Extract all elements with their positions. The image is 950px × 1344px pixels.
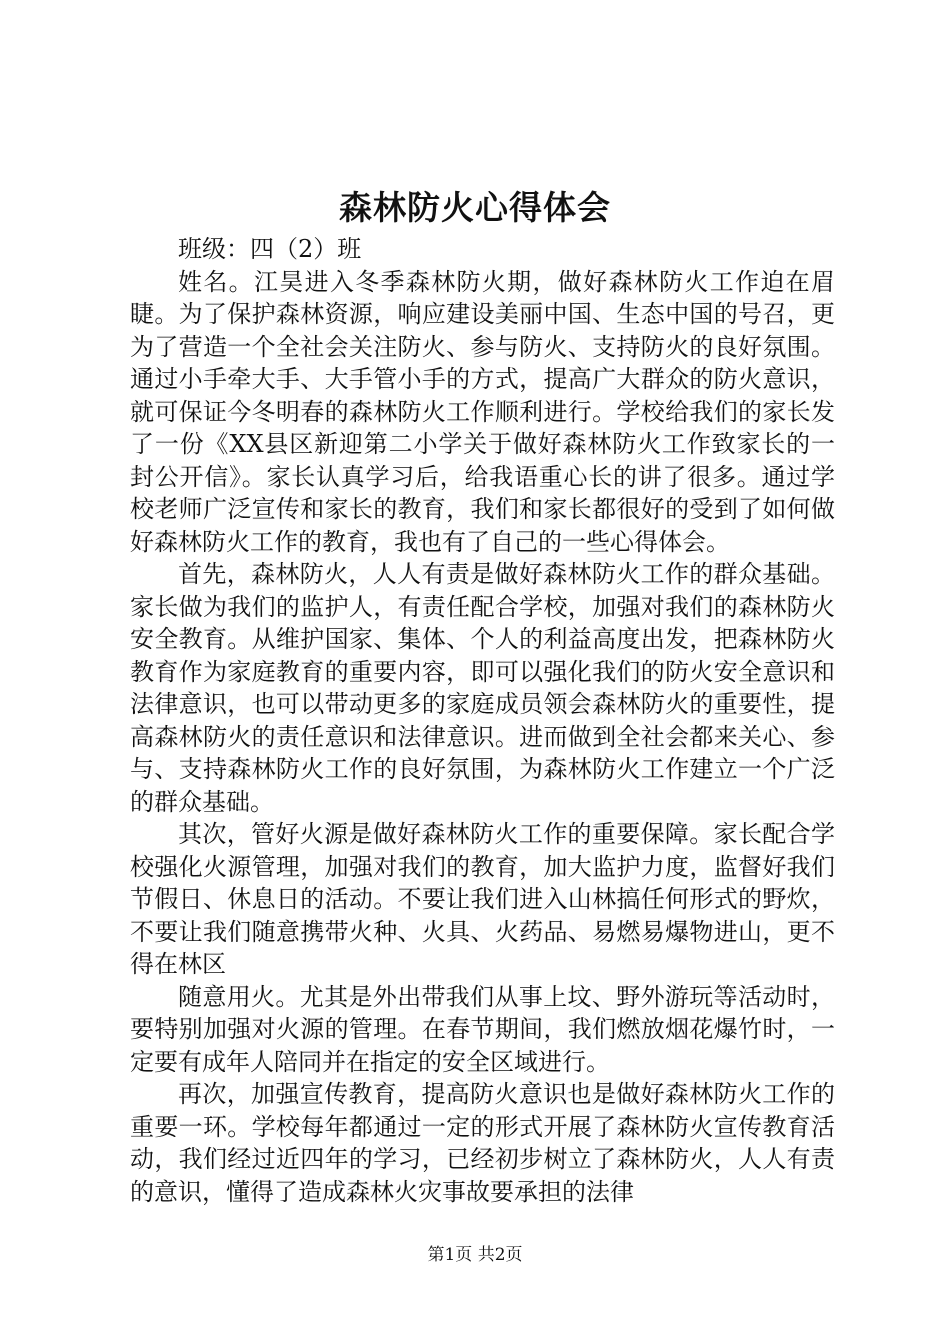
- paragraph-second-point: 其次，管好火源是做好森林防火工作的重要保障。家长配合学校强化火源管理，加强对我们的教育，加大监护力度，监督好我们节假日、休息日的活动。不要让我们进入山林搞任何形式的野炊，不要让我们随意携带火种、火具、火药品、易燃易爆物进山，更不得在林区: [130, 820, 835, 978]
- paragraph-third-point: 再次，加强宣传教育，提高防火意识也是做好森林防火工作的重要一环。学校每年都通过一定的形式开展了森林防火宣传教育活动，我们经过近四年的学习，已经初步树立了森林防火，人人有责的意识，懂得了造成森林火灾事故要承担的法律: [130, 1080, 835, 1206]
- paragraph-class-info: 班级：四（2）班: [178, 235, 362, 263]
- paragraph-fire-usage: 随意用火。尤其是外出带我们从事上坟、野外游玩等活动时，要特别加强对火源的管理。在春节期间，我们燃放烟花爆竹时，一定要有成年人陪同并在指定的安全区域进行。: [130, 982, 835, 1076]
- document-title: 森林防火心得体会: [339, 188, 611, 227]
- paragraph-first-point: 首先，森林防火，人人有责是做好森林防火工作的群众基础。家长做为我们的监护人，有责任配合学校，加强对我们的森林防火安全教育。从维护国家、集体、个人的利益高度出发，把森林防火教育作为家庭教育的重要内容，即可以强化我们的防火安全意识和法律意识，也可以带动更多的家庭成员领会森林防火的重要性，提高森林防火的责任意识和法律意识。进而做到全社会都来关心、参与、支持森林防火工作的良好氛围，为森林防火工作建立一个广泛的群众基础。: [130, 560, 835, 816]
- page-number-footer: 第1页 共2页: [427, 1245, 523, 1265]
- document-body: [130, 233, 835, 1208]
- paragraph-intro: 姓名。江昊进入冬季森林防火期，做好森林防火工作迫在眉睫。为了保护森林资源，响应建设美丽中国、生态中国的号召，更为了营造一个全社会关注防火、参与防火、支持防火的良好氛围。通过小手牵大手、大手管小手的方式，提高广大群众的防火意识，就可保证今冬明春的森林防火工作顺利进行。学校给我们的家长发了一份《XX县区新迎第二小学关于做好森林防火工作致家长的一封公开信》。家长认真学习后，给我语重心长的讲了很多。通过学校老师广泛宣传和家长的教育，我们和家长都很好的受到了如何做好森林防火工作的教育，我也有了自己的一些心得体会。: [130, 267, 835, 556]
